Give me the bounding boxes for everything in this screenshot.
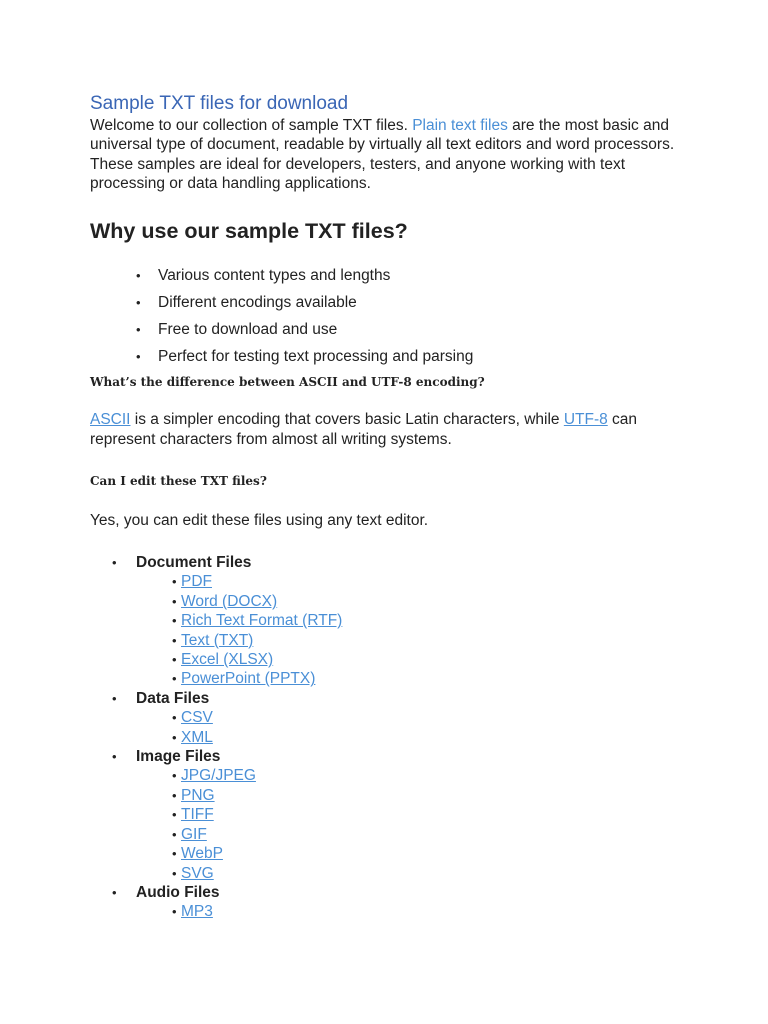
faq-answer-text: is a simpler encoding that covers basic Latin characters, while bbox=[130, 411, 564, 428]
why-list bbox=[136, 262, 473, 370]
why-item: • Perfect for testing text processing and parsing bbox=[136, 343, 473, 370]
sublist-item bbox=[173, 805, 342, 824]
sublist bbox=[136, 572, 342, 688]
sublist-item bbox=[173, 572, 342, 591]
page-title: Sample TXT files for download bbox=[90, 93, 349, 114]
why-item: • Free to download and use bbox=[136, 316, 473, 343]
sublist bbox=[136, 902, 342, 921]
category-data-files bbox=[112, 689, 342, 747]
docx-link[interactable]: Word (DOCX) bbox=[181, 592, 278, 610]
gif-link[interactable]: GIF bbox=[181, 825, 207, 843]
category-image-files bbox=[112, 747, 342, 883]
jpg-link[interactable]: JPG/JPEG bbox=[181, 767, 256, 785]
sublist-item bbox=[173, 766, 342, 785]
category-document-files bbox=[112, 553, 342, 689]
sublist bbox=[136, 766, 342, 882]
sublist-item bbox=[173, 650, 342, 669]
sublist-item bbox=[173, 844, 342, 863]
plain-text-files-link[interactable]: Plain text files bbox=[412, 117, 508, 134]
intro-text-after: are the most basic and universal type of document, readable by virtually all text editors and word processors. These samples are ideal for developers, testers, and anyone working with text processing or data handling applications. bbox=[90, 117, 675, 193]
category-label: • Audio Files bbox=[136, 883, 220, 901]
faq-answer-edit: Yes, you can edit these files using any text editor. bbox=[90, 512, 429, 529]
xml-link[interactable]: XML bbox=[181, 728, 213, 746]
sublist-item bbox=[173, 592, 342, 611]
txt-link[interactable]: Text (TXT) bbox=[181, 631, 254, 649]
tiff-link[interactable]: TIFF bbox=[181, 806, 214, 824]
ascii-link[interactable]: ASCII bbox=[90, 411, 131, 428]
intro-paragraph bbox=[90, 116, 680, 194]
category-label: • Document Files bbox=[136, 554, 252, 571]
png-link[interactable]: PNG bbox=[181, 786, 215, 804]
faq-answer-text: can represent characters from almost all writing systems. bbox=[90, 411, 638, 448]
sublist bbox=[136, 708, 342, 747]
category-audio-files bbox=[112, 883, 342, 922]
mp3-link[interactable]: MP3 bbox=[181, 903, 213, 921]
csv-link[interactable]: CSV bbox=[181, 709, 213, 727]
pdf-link[interactable]: PDF bbox=[181, 573, 212, 591]
pptx-link[interactable]: PowerPoint (PPTX) bbox=[181, 670, 316, 688]
file-types-list bbox=[112, 553, 342, 922]
sublist-item bbox=[173, 864, 342, 883]
sublist-item bbox=[173, 902, 342, 921]
faq-answer-encoding bbox=[90, 410, 690, 449]
why-heading: Why use our sample TXT files? bbox=[90, 219, 408, 243]
document-page bbox=[90, 92, 690, 921]
svg-link[interactable]: SVG bbox=[181, 864, 214, 882]
why-item: • Various content types and lengths bbox=[136, 262, 473, 289]
sublist-item bbox=[173, 728, 342, 747]
utf8-link[interactable]: UTF-8 bbox=[563, 411, 608, 428]
sublist-item bbox=[173, 708, 342, 727]
xlsx-link[interactable]: Excel (XLSX) bbox=[181, 651, 274, 669]
why-item: • Different encodings available bbox=[136, 289, 473, 316]
sublist-item bbox=[173, 825, 342, 844]
category-label: • Image Files bbox=[136, 748, 221, 766]
sublist-item bbox=[173, 631, 342, 650]
category-label: • Data Files bbox=[136, 689, 210, 707]
sublist-item bbox=[173, 786, 342, 805]
faq-question-encoding: What’s the difference between ASCII and UTF-8 encoding? bbox=[90, 375, 485, 389]
sublist-item bbox=[173, 611, 342, 630]
rtf-link[interactable]: Rich Text Format (RTF) bbox=[181, 612, 343, 630]
sublist-item bbox=[173, 669, 342, 688]
webp-link[interactable]: WebP bbox=[181, 845, 223, 863]
intro-text-before: Welcome to our collection of sample TXT files. bbox=[90, 117, 413, 134]
faq-question-edit: Can I edit these TXT files? bbox=[90, 474, 267, 488]
